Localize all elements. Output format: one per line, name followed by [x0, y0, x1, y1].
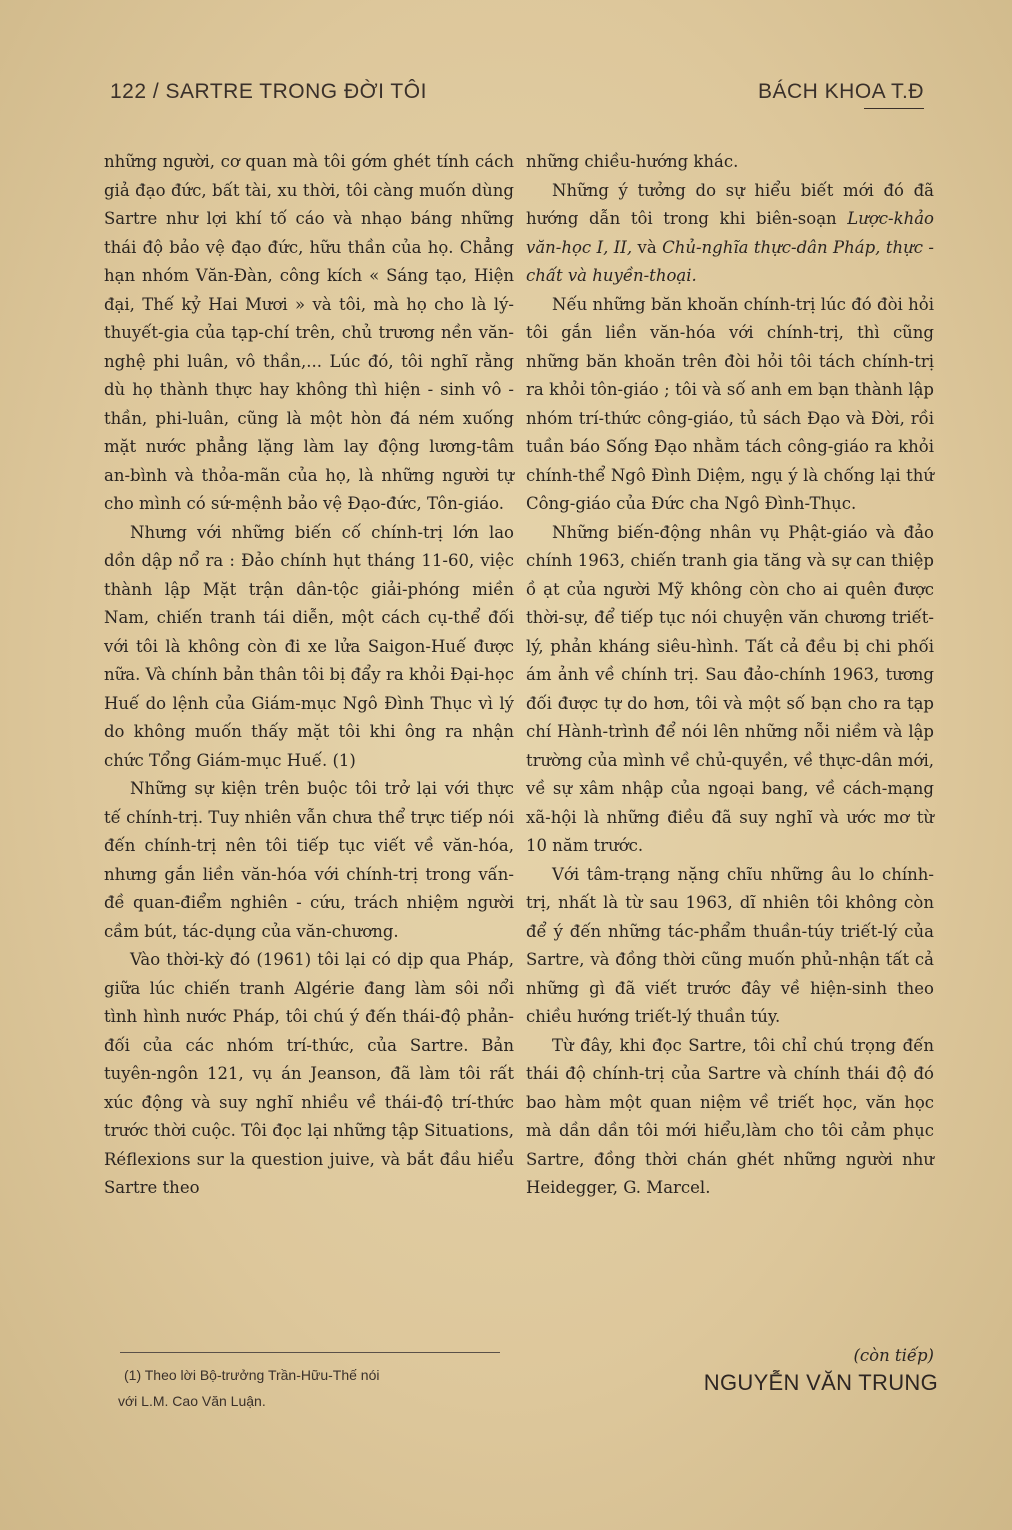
- book-title: Lược-khảo văn-học I, II,: [526, 209, 934, 257]
- footnote: [118, 1362, 524, 1414]
- footnote-rule: [120, 1352, 500, 1353]
- footnote-line: với L.M. Cao Văn Luận.: [118, 1393, 266, 1409]
- paragraph: những người, cơ quan mà tôi gớm ghét tính cách giả đạo đức, bất tài, xu thời, tôi càng muốn dùng Sartre như lợi khí tố cáo và nhạo báng những thái độ bảo vệ đạo đức, hữu thần của họ. Chẳng hạn nhóm Văn-Đàn, công kích « Sáng tạo, Hiện đại, Thế kỷ Hai Mươi » và tôi, mà họ cho là lý-thuyết-gia của tạp-chí trên, chủ trương nền văn-nghệ phi luân, vô thần,... Lúc đó, tôi nghĩ rằng dù họ thành thực hay không thì hiện - sinh vô - thần, phi-luân, cũng là một hòn đá ném xuống mặt nước phẳng lặng làm lay động lương-tâm an-bình và thỏa-mãn của họ, là những người tự cho mình có sứ-mệnh bảo vệ Đạo-đức, Tôn-giáo.: [104, 152, 514, 513]
- text-span: Những ý tưởng do sự hiểu biết mới đó đã hướng dẫn tôi trong khi biên-soạn: [526, 180, 934, 228]
- header-rule: [864, 108, 924, 109]
- paragraph: Nếu những băn khoăn chính-trị lúc đó đòi hỏi tôi gắn liền văn-hóa với chính-trị, thì cũng những băn khoăn trên đòi hỏi tôi tách chính-trị ra khỏi tôn-giáo ; tôi và số anh em bạn thành lập nhóm trí-thức công-giáo, tủ sách Đạo và Đời, rồi tuần báo Sống Đạo nhằm tách công-giáo ra khỏi chính-thể Ngô Đình Diệm, ngụ ý là chống lại thứ Công-giáo của Đức cha Ngô Đình-Thục.: [526, 294, 934, 513]
- page-header-right: BÁCH KHOA T.Đ: [758, 80, 924, 103]
- paragraph: Từ đây, khi đọc Sartre, tôi chỉ chú trọng đến thái độ chính-trị của Sartre và chính thái độ đó bao hàm một quan niệm về triết học, văn học mà dần dần tôi mới hiểu,làm cho tôi cảm phục Sartre, đồng thời chán ghét những người như Heidegger, G. Marcel.: [526, 1035, 934, 1197]
- paragraph: Những biến-động nhân vụ Phật-giáo và đảo chính 1963, chiến tranh gia tăng và sự can thiệp ồ ạt của người Mỹ không còn cho ai quên được thời-sự, để tiếp tục nói chuyện văn chương triết-lý, phản kháng siêu-hình. Tất cả đều bị chi phối ám ảnh về chính trị. Sau đảo-chính 1963, tương đối được tự do hơn, tôi và một số bạn cho ra tạp chí Hành-trình để nói lên những nỗi niềm và lập trường của mình về chủ-quyền, về thực-dân mới, về sự xâm nhập của ngoại bang, về cách-mạng xã-hội là những điều đã suy nghĩ và ước mơ từ 10 năm trước.: [526, 522, 934, 855]
- book-title: Chủ-nghĩa thực-dân Pháp, thực - chất và huyền-thoại.: [526, 237, 934, 285]
- paragraph: Những sự kiện trên buộc tôi trở lại với thực tế chính-trị. Tuy nhiên vẫn chưa thể trực tiếp nói đến chính-trị nên tôi tiếp tục viết về văn-hóa, nhưng gắn liền văn-hóa với chính-trị trong vấn-đề quan-điểm nghiên - cứu, trách nhiệm người cầm bút, tác-dụng của văn-chương.: [104, 779, 514, 941]
- paragraph: Vào thời-kỳ đó (1961) tôi lại có dịp qua Pháp, giữa lúc chiến tranh Algérie đang làm sôi nổi tình hình nước Pháp, tôi chú ý đến thái-độ phản-đối của các nhóm trí-thức, của Sartre. Bản tuyên-ngôn 121, vụ án Jeanson, đã làm tôi rất xúc động và suy nghĩ nhiều về thái-độ trí-thức trước thời cuộc. Tôi đọc lại những tập Situations, Réflexions sur la question juive, và bắt đầu hiểu Sartre theo: [104, 950, 514, 1197]
- continued-note: (còn tiếp): [853, 1346, 934, 1365]
- running-head: [110, 76, 924, 108]
- paragraph: những chiều-hướng khác.: [526, 152, 739, 171]
- paragraph: Nhưng với những biến cố chính-trị lớn lao dồn dập nổ ra : Đảo chính hụt tháng 11-60, việc thành lập Mặt trận dân-tộc giải-phóng miền Nam, chiến tranh tái diễn, một cách cụ-thể đối với tôi là không còn đi xe lửa Saigon-Huế được nữa. Và chính bản thân tôi bị đẩy ra khỏi Đại-học Huế do lệnh của Giám-mục Ngô Đình Thục vì lý do không muốn thấy mặt tôi khi ông ra nhận chức Tổng Giám-mục Huế. (1): [104, 522, 514, 770]
- left-column: [104, 148, 514, 1203]
- right-column: [526, 148, 934, 1203]
- text-span: và: [632, 237, 663, 257]
- paragraph: [526, 177, 934, 291]
- page-header-left: 122 / SARTRE TRONG ĐỜI TÔI: [110, 80, 427, 103]
- footnote-line: (1) Theo lời Bộ-trưởng Trần-Hữu-Thế nói: [124, 1367, 380, 1383]
- paragraph: Với tâm-trạng nặng chĩu những âu lo chính-trị, nhất là từ sau 1963, dĩ nhiên tôi không còn để ý đến những tác-phẩm thuần-túy triết-lý của Sartre, và đồng thời cũng muốn phủ-nhận tất cả những gì đã viết trước đây về hiện-sinh theo chiều hướng triết-lý thuần túy.: [526, 864, 934, 1026]
- author-name: NGUYỄN VĂN TRUNG: [703, 1370, 938, 1395]
